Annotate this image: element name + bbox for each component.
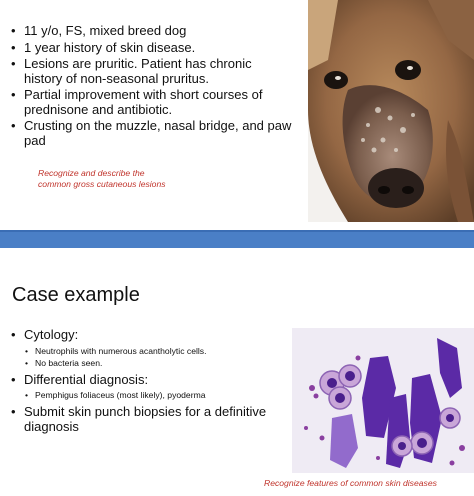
bullet-pruritus: • Lesions are pruritic. Patient has chronic history of non-seasonal pruritus.	[10, 57, 292, 86]
differential-sub-list	[24, 389, 280, 401]
sub-bullet-no-bacteria: • No bacteria seen.	[24, 357, 280, 369]
slide-1	[0, 0, 474, 230]
bullet-cytology-label: Cytology:	[24, 327, 79, 342]
dog-photo-illustration	[308, 0, 474, 222]
slide-divider-edge	[0, 230, 474, 232]
slide-divider	[0, 230, 474, 248]
bullet-differential	[10, 373, 280, 402]
slide2-title: Case example	[12, 284, 140, 306]
bullet-crusting: • Crusting on the muzzle, nasal bridge, and paw pad	[10, 119, 292, 148]
sub-bullet-neutrophils: • Neutrophils with numerous acantholytic cells.	[24, 345, 280, 357]
cytology-photo	[292, 328, 474, 473]
slide2-bullet-list	[10, 328, 280, 438]
slide2-note: Recognize features of common skin diseases	[264, 478, 437, 488]
sub-bullet-pemphigus: • Pemphigus foliaceus (most likely), pyoderma	[24, 389, 280, 401]
bullet-cytology	[10, 328, 280, 369]
bullet-differential-label: Differential diagnosis:	[24, 371, 149, 387]
bullet-history: • 1 year history of skin disease.	[10, 41, 292, 56]
bullet-signalment: • 11 y/o, FS, mixed breed dog	[10, 24, 292, 39]
dog-photo	[308, 0, 474, 222]
slide1-note-line1: Recognize and describe the	[38, 168, 145, 178]
slide1-note	[38, 168, 238, 190]
slide1-bullet-list	[10, 24, 292, 150]
slide1-note-line2: common gross cutaneous lesions	[38, 179, 166, 189]
cytology-photo-illustration	[292, 328, 474, 473]
cytology-sub-list	[24, 345, 280, 369]
bullet-biopsy: • Submit skin punch biopsies for a definitive diagnosis	[10, 405, 280, 434]
slide-2	[0, 248, 474, 496]
bullet-treatment: • Partial improvement with short courses of prednisone and antibiotic.	[10, 88, 292, 117]
